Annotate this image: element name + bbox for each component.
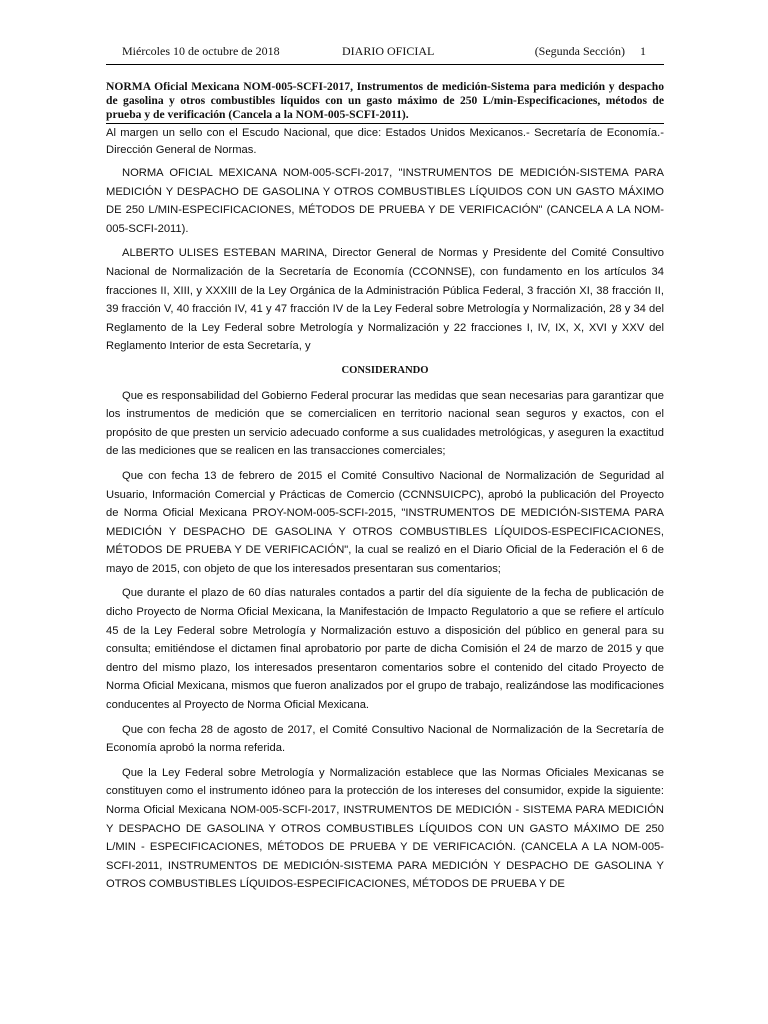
considerando-paragraph: Que con fecha 13 de febrero de 2015 el Comité Consultivo Nacional de Normalización de Seguridad al Usuario, Información Comercial y Prácticas de Comercio (CCNNSUICPC), aprobó la publicación del Proyecto de Norma Oficial Mexicana PROY-NOM-005-SCFI-2015, "INSTRUMENTOS DE MEDICIÓN-SISTEMA PARA MEDICIÓN Y DESPACHO DE GASOLINA Y OTROS COMBUSTIBLES LÍQUIDOS-ESPECIFICACIONES, MÉTODOS DE PRUEBA Y DE VERIFICACIÓN", la cual se realizó en el Diario Oficial de la Federación el 6 de mayo de 2015, con objeto de que los interesados presentaran sus comentarios; [106, 469, 664, 575]
margin-note: Al margen un sello con el Escudo Nacional, que dice: Estados Unidos Mexicanos.- Secretaría de Economía.- Dirección General de Normas. [106, 127, 664, 156]
considerando-paragraph: Que es responsabilidad del Gobierno Federal procurar las medidas que sean necesarias para garantizar que los instrumentos de medición que se comercialicen en territorio nacional sean seguros y exactos, con el propósito de que presten un servicio adecuado conforme a sus cualidades metrológicas, y aseguren la exactitud de las mediciones que se realicen en las transacciones comerciales; [106, 389, 664, 458]
header-publication: DIARIO OFICIAL [342, 44, 435, 58]
paragraph-director: ALBERTO ULISES ESTEBAN MARINA, Director General de Normas y Presidente del Comité Consultivo Nacional de Normalización de la Secretaría de Economía (CCONNSE), con fundamento en los artículos 34 fracciones II, XIII, y XXXIII de la Ley Orgánica de la Administración Pública Federal, 3 fracción XI, 38 fracción II, 39 fracción V, 40 fracción IV, 41 y 47 fracción IV de la Ley Federal sobre Metrología y Normalización, 28 y 34 del Reglamento de la Ley Federal sobre Metrología y Normalización y 22 fracciones I, IV, IX, X, XVI y XXV del Reglamento Interior de esta Secretaría, y [106, 247, 664, 353]
document-title: NORMA Oficial Mexicana NOM-005-SCFI-2017, Instrumentos de medición-Sistema para medición y despacho de gasolina y otros combustibles líquidos con un gasto máximo de 250 L/min-Especificaciones, métodos de prueba y de verificación (Cancela a la NOM-005-SCFI-2011). [106, 80, 664, 121]
header-date: Miércoles 10 de octubre de 2018 [122, 44, 280, 58]
title-rule [106, 123, 664, 124]
document-body [106, 125, 664, 900]
considerando-paragraph: Que durante el plazo de 60 días naturales contados a partir del día siguiente de la fecha de publicación de dicho Proyecto de Norma Oficial Mexicana, la Manifestación de Impacto Regulatorio a que se refiere el artículo 45 de la Ley Federal sobre Metrología y Normalización estuvo a disposición del público en general para su consulta; emitiéndose el dictamen final aprobatorio por parte de dicha Comisión el 24 de marzo de 2015 y que dentro del mismo plazo, los interesados presentaron comentarios sobre el contenido del citado Proyecto de Norma Oficial Mexicana, mismos que fueron analizados por el grupo de trabajo, realizándose las modificaciones conducentes al Proyecto de Norma Oficial Mexicana. [106, 587, 664, 712]
considerando-paragraph: Que la Ley Federal sobre Metrología y Normalización establece que las Normas Oficiales Mexicanas se constituyen como el instrumento idóneo para la protección de los intereses del consumidor, expide la siguiente: Norma Oficial Mexicana NOM-005-SCFI-2017, INSTRUMENTOS DE MEDICIÓN - SISTEMA PARA MEDICIÓN Y DESPACHO DE GASOLINA Y OTROS COMBUSTIBLES LÍQUIDOS CON UN GASTO MÁXIMO DE 250 L/MIN - ESPECIFICACIONES, MÉTODOS DE PRUEBA Y DE VERIFICACIÓN. (CANCELA A LA NOM-005-SCFI-2011, INSTRUMENTOS DE MEDICIÓN-SISTEMA PARA MEDICIÓN Y DESPACHO DE GASOLINA Y OTROS COMBUSTIBLES LÍQUIDOS-ESPECIFICACIONES, MÉTODOS DE PRUEBA Y DE [106, 766, 664, 891]
paragraph-norma: NORMA OFICIAL MEXICANA NOM-005-SCFI-2017, "INSTRUMENTOS DE MEDICIÓN-SISTEMA PARA MEDICIÓN Y DESPACHO DE GASOLINA Y OTROS COMBUSTIBLES LÍQUIDOS CON UN GASTO MÁXIMO DE 250 L/MIN-ESPECIFICACIONES, MÉTODOS DE PRUEBA Y DE VERIFICACIÓN" (CANCELA A LA NOM-005-SCFI-2011). [106, 167, 664, 235]
header-rule [106, 64, 664, 65]
page-header [106, 44, 646, 62]
considerando-paragraph: Que con fecha 28 de agosto de 2017, el Comité Consultivo Nacional de Normalización de la Secretaría de Economía aprobó la norma referida. [106, 723, 664, 755]
header-section: (Segunda Sección) 1 [534, 44, 646, 58]
considerando-heading: CONSIDERANDO [341, 364, 429, 376]
